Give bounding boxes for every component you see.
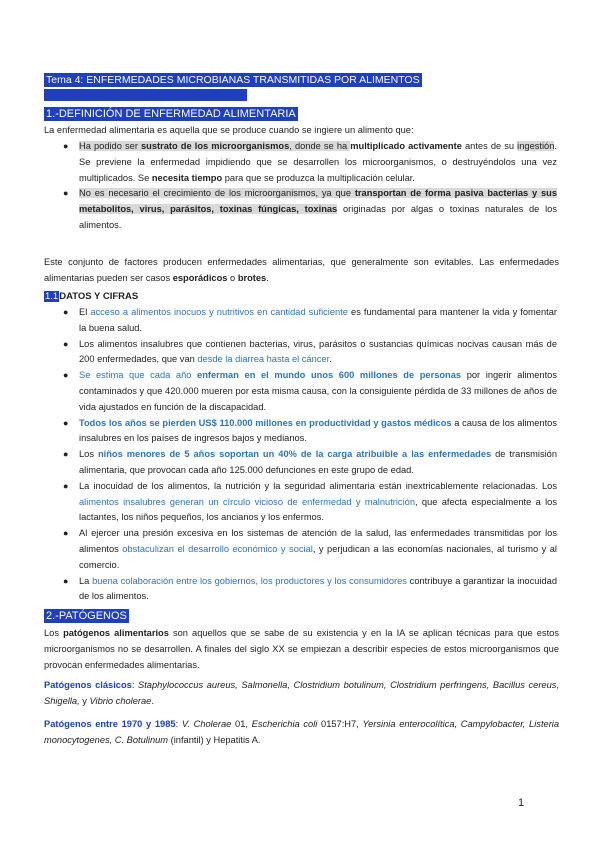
definition-item — [63, 186, 557, 233]
subsection-number: 1.1 — [45, 291, 59, 302]
text-run: Este conjunto de factores producen enfermedades alimentarias, que generalmente son evitables. Las enfermedades alimentarias pueden ser casos — [44, 257, 559, 283]
data-figures-list — [63, 305, 558, 605]
text-run: sustrato de los microorganismos — [141, 141, 290, 151]
text-run: ingestión — [517, 141, 555, 151]
text-run: niños menores de 5 años soportan un 40% de la carga atribuible a las enfermedades — [97, 449, 492, 460]
section-1-intro: La enfermedad alimentaria es aquella que se produce cuando se ingiere un alimento que: — [44, 125, 414, 135]
text-run: La — [79, 575, 93, 586]
text-run: antes de su — [461, 141, 518, 151]
text-run: para que se produzca la multiplicación celular. — [222, 172, 415, 183]
text-run: Los alimentos insalubres que contienen bacterias, virus, parásitos o sustancias químicas nocivas causan más de 200 enfermedades, que van — [79, 338, 557, 365]
text-run: No es necesario el crecimiento de los microorganismos, ya que — [79, 188, 355, 199]
definition-item — [63, 139, 557, 186]
page-number: 1 — [518, 797, 525, 809]
definition-list — [63, 139, 557, 234]
text-run: necesita tiempo — [151, 172, 223, 183]
document-title: Tema 4: ENFERMEDADES MICROBIANAS TRANSMITIDAS POR ALIMENTOS — [46, 74, 420, 86]
text-run: Ha podido ser — [79, 141, 142, 151]
text-run: Escherichia coli — [251, 719, 318, 729]
text-run: El — [79, 307, 91, 317]
bullet-icon: ● — [63, 188, 69, 199]
text-run: patógenos alimentarios — [63, 628, 169, 638]
text-run: contribuye a garantizar la inocuidad de los alimentos. — [79, 575, 557, 602]
text-run: originadas por algas o toxinas naturales de los alimentos. — [79, 204, 557, 230]
text-run: Patógenos entre 1970 y 1985 — [44, 719, 176, 729]
text-run: V. Cholerae — [181, 719, 232, 729]
section-2-paragraph — [44, 626, 559, 673]
figure-item — [63, 479, 557, 526]
section-1-paragraph — [44, 255, 559, 287]
text-run: de transmisión alimentaria, que provocan cada año 125.000 defunciones en este grupo de edad. — [79, 449, 557, 475]
text-run: transportan de forma pasiva bacterias y sus metabolitos, virus, parásitos, toxinas fúngicas, toxinas — [79, 188, 557, 215]
text-run: Patógenos clásicos — [44, 680, 132, 690]
text-run: Los — [79, 449, 98, 460]
bullet-icon: ● — [63, 575, 69, 586]
bullet-icon: ● — [63, 417, 69, 428]
figure-item — [63, 368, 558, 415]
text-run: : — [131, 680, 139, 690]
bullet-icon: ● — [63, 528, 69, 539]
text-run: son aquellos que se sabe de su existencia y en la IA se aplican técnicas para que estos microorganismos no se desarrollen. A finales del siglo XX se empiezan a describir especies de estos microorganismos que provocan enfermedades alimentarias. — [44, 628, 559, 670]
text-run: . — [151, 695, 154, 706]
text-run: Los — [44, 628, 64, 638]
text-run: y — [79, 695, 90, 706]
figure-item — [63, 305, 557, 337]
text-run: : — [175, 719, 182, 729]
bullet-icon: ● — [63, 338, 69, 349]
bullet-icon: ● — [63, 370, 69, 381]
text-run: La inocuidad de los alimentos, la nutrición y la seguridad alimentaria están inextricablemente relacionadas. Los — [79, 480, 557, 491]
figure-item — [63, 416, 557, 448]
text-run: obstaculizan el desarrollo económico y social — [122, 543, 313, 554]
subsection-1-1-heading — [44, 290, 138, 304]
text-run: esporádicos — [172, 272, 228, 283]
subsection-label: DATOS Y CIFRAS — [59, 291, 139, 302]
text-run: Vibrio cholerae — [89, 695, 152, 706]
figure-item — [63, 447, 557, 479]
text-run: (infantil) y Hepatitis A. — [168, 734, 261, 745]
text-run: a causa de los alimentos insalubres en los países de ingresos bajos y medianos. — [79, 417, 557, 444]
text-run: es fundamental para mantener la vida y fomentar la buena salud. — [79, 307, 557, 333]
text-run: o — [227, 272, 238, 283]
text-run: buena colaboración entre los gobiernos, los productores y los consumidores — [92, 575, 407, 586]
text-run: Staphylococcus aureus, Salmonella, Clostridium botulinum, Clostridium perfringens, Bacillus cereus, Shigella, — [44, 680, 559, 706]
title-highlight — [44, 89, 247, 101]
text-run: . — [329, 354, 332, 365]
text-run: enferman en el mundo unos 600 millones de personas — [197, 370, 462, 381]
text-run: Se estima que cada año — [79, 370, 198, 381]
bullet-icon: ● — [63, 449, 69, 460]
text-run: desde la diarrea hasta el cáncer — [197, 354, 330, 365]
text-run: acceso a alimentos inocuos y nutritivos en cantidad suficiente — [90, 307, 348, 317]
figure-item — [63, 574, 557, 606]
text-run: 01, — [231, 719, 252, 729]
text-run: alimentos insalubres generan un círculo vicioso de enfermedad y malnutrición — [79, 496, 415, 507]
classic-pathogens — [44, 678, 559, 710]
text-run: brotes — [237, 272, 267, 283]
text-run: por ingerir alimentos contaminados y que 420.000 mueren por esta misma causa, con la consiguiente pérdida de 33 millones de años de vida ajustados en función de la discapacidad. — [79, 370, 558, 412]
section-1-heading: 1.-DEFINICIÓN DE ENFERMEDAD ALIMENTARIA — [46, 108, 296, 120]
text-run: , donde se ha — [289, 141, 351, 151]
bullet-icon: ● — [63, 141, 69, 151]
pathogens-1970-1985 — [44, 717, 559, 749]
text-run: , y perjudican a las economías nacionales, al turismo y al comercio. — [79, 543, 558, 570]
text-run: , que afecta especialmente a los lactantes, los niños pequeños, los ancianos y los enfermos. — [79, 496, 557, 523]
bullet-icon: ● — [63, 480, 69, 491]
text-run: . Se previene la enfermedad impidiendo que se desarrollen los microorganismos, o destruyéndolos una vez multiplicados. Se — [79, 141, 557, 183]
text-run: Al ejercer una presión excesiva en los sistemas de atención de la salud, las enfermedades transmitidas por los alimentos — [79, 528, 557, 554]
bullet-icon: ● — [63, 307, 69, 317]
text-run: . — [266, 272, 269, 283]
text-run: Yersinia enterocolítica, Campylobacter, Listeria monocytogenes, C. Botulinum — [44, 719, 560, 745]
text-run: 0157:H7, — [317, 719, 363, 729]
text-run: Todos los años se pierden US$ 110.000 millones en productividad y gastos médicos — [79, 417, 452, 428]
section-2-heading: 2.-PATÓGENOS — [46, 610, 127, 622]
text-run: multiplicado activamente — [350, 141, 462, 151]
figure-item — [63, 337, 557, 369]
figure-item — [63, 526, 558, 573]
